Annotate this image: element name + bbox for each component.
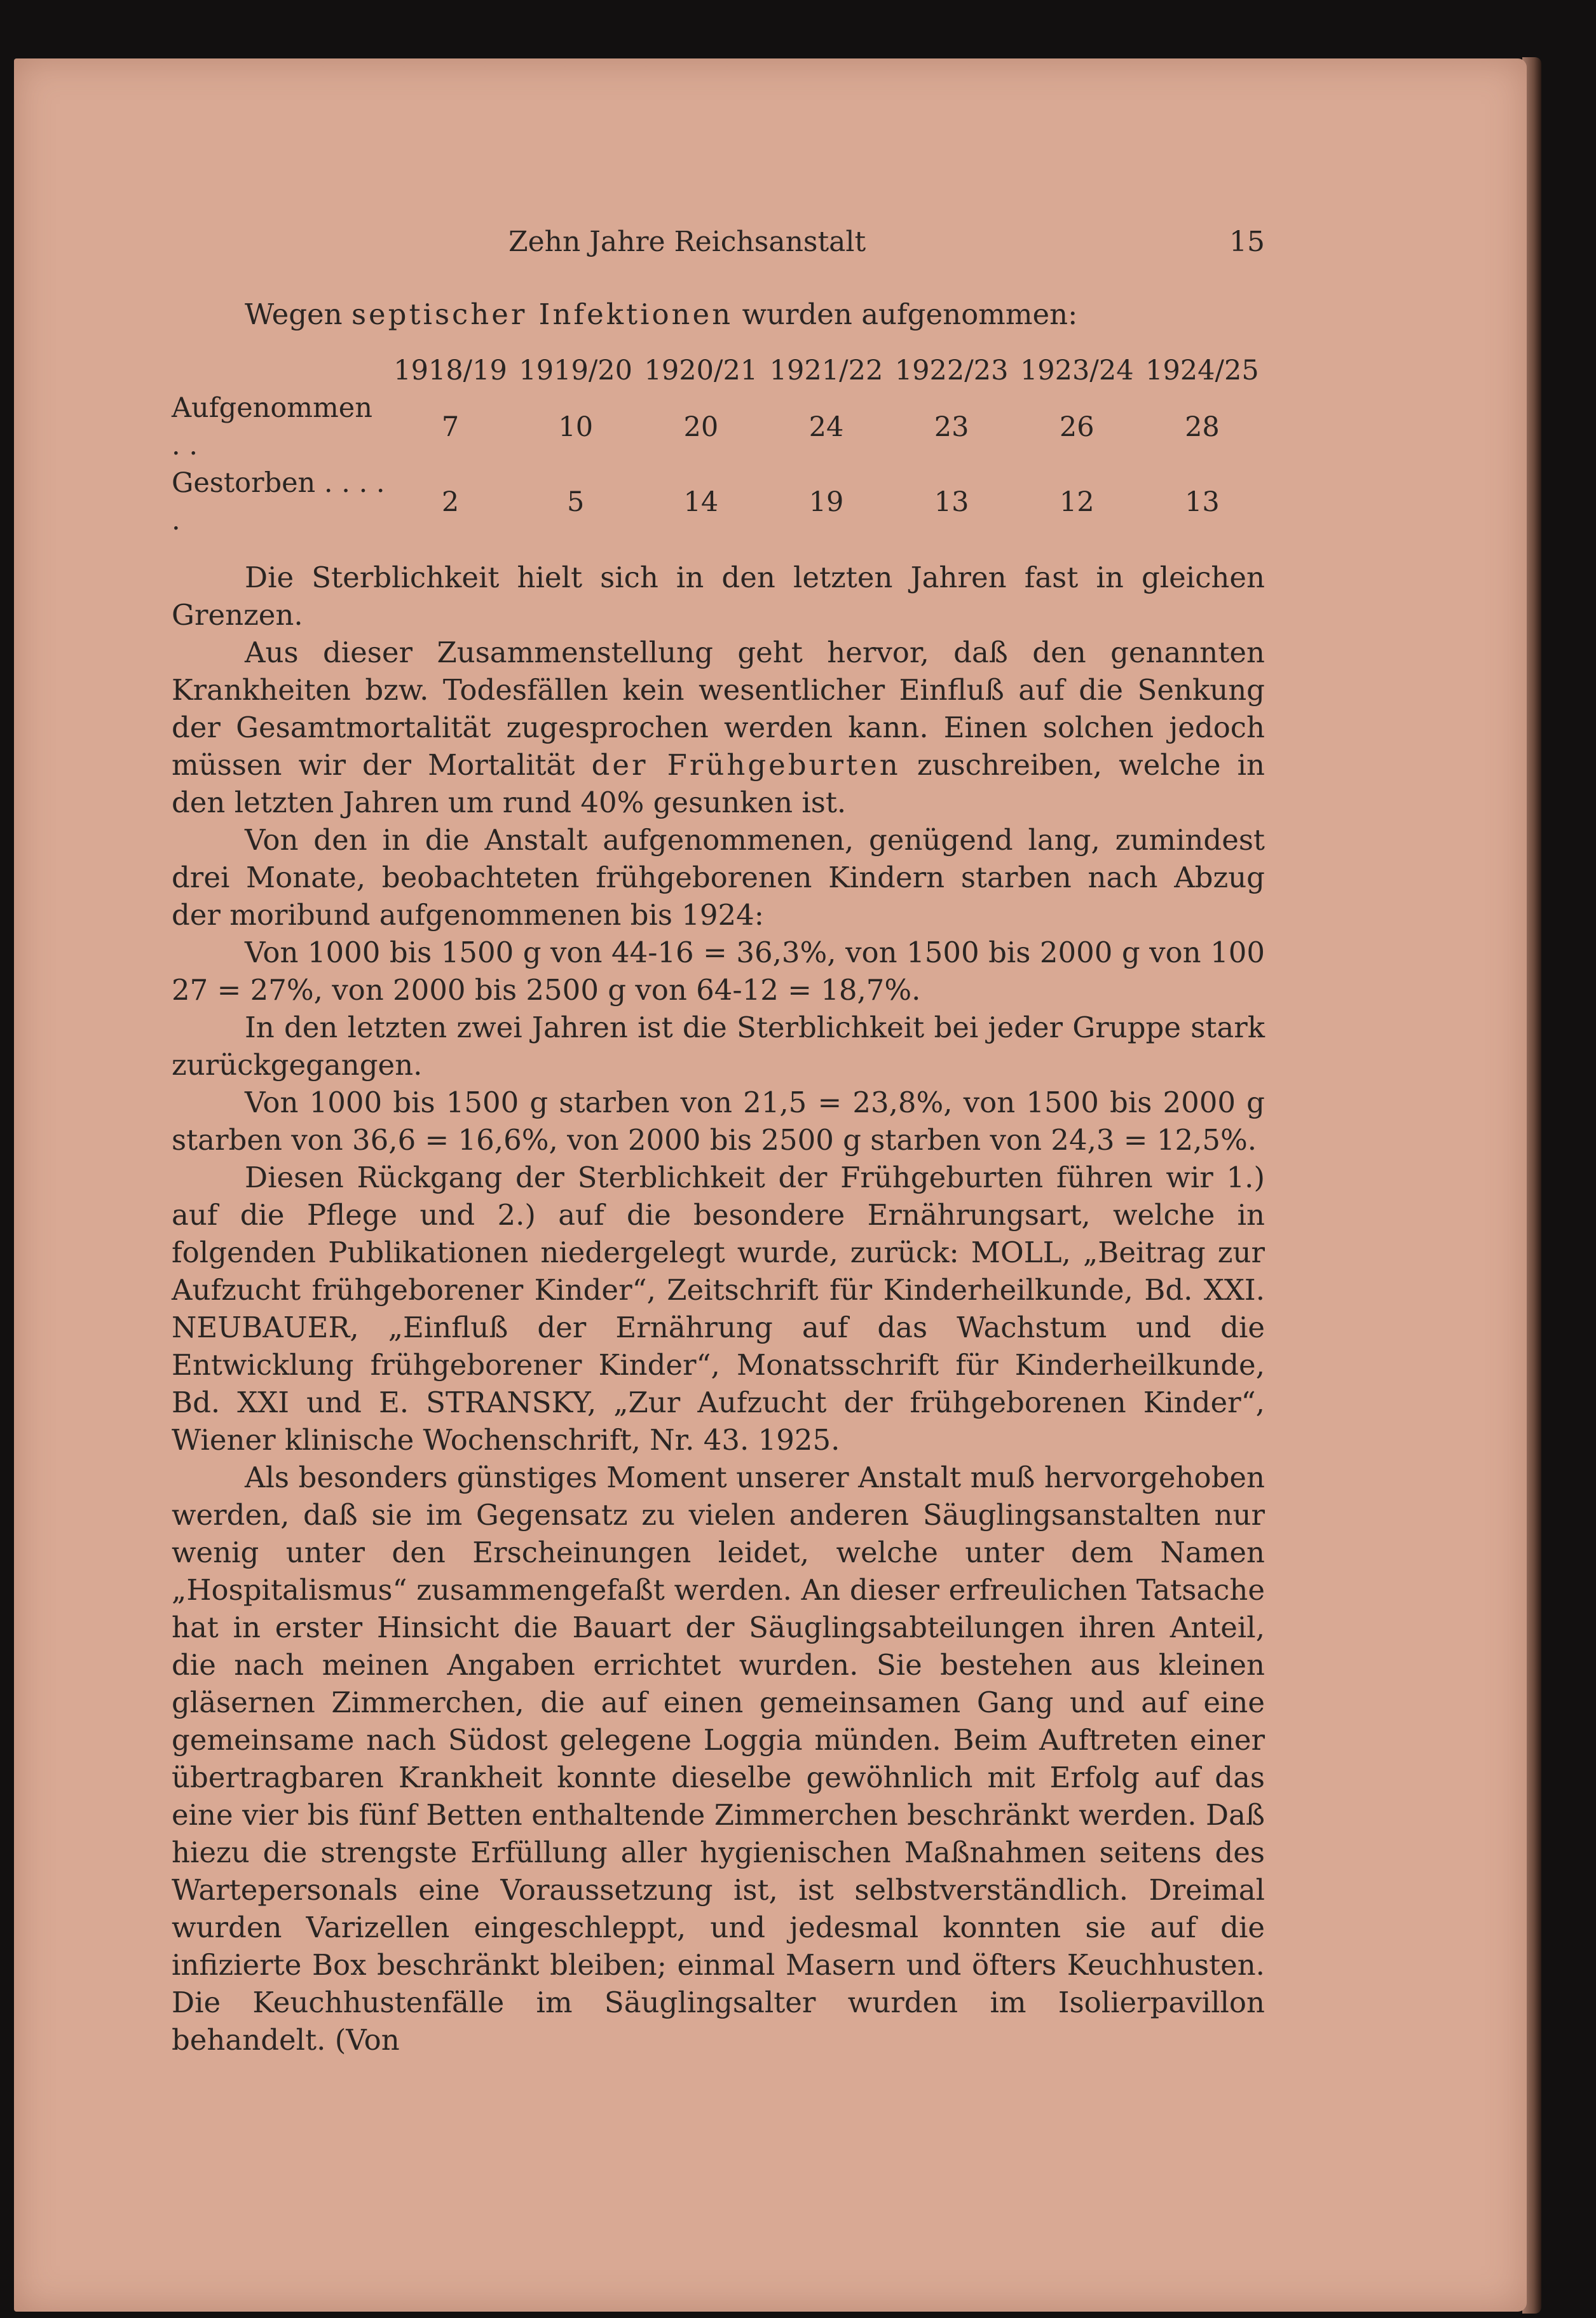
table-row <box>172 465 1265 540</box>
year-header: 1919/20 <box>519 355 633 386</box>
emphasis-spaced: der Frühgeburten <box>591 748 901 782</box>
table-cell: 23 <box>934 411 969 443</box>
year-header: 1920/21 <box>644 355 758 386</box>
paragraph: Aus dieser Zusammenstellung geht hervor, daß den genannten Krankheiten bzw. Todesfällen kein wesentlicher Einfluß auf die Senkung der Gesamtmortalität zugesprochen werden kann. Einen solchen jedoch müssen wir der Mortalität der Frühgeburten zuschreiben, welche in den letzten Jahren um rund 40% gesunken ist. <box>172 636 1265 819</box>
paragraph: Von den in die Anstalt aufgenommenen, genügend lang, zumindest drei Monate, beobachteten frühgeborenen Kindern starben nach Abzug der moribund aufgenommenen bis 1924: <box>172 823 1265 932</box>
paragraph: Von 1000 bis 1500 g starben von 21,5 = 23,8%, von 1500 bis 2000 g starben von 36,6 = 16,6%, von 2000 bis 2500 g starben von 24,3 = 12,5%. <box>172 1086 1265 1157</box>
paragraph: Diesen Rückgang der Sterblichkeit der Frühgeburten führen wir 1.) auf die Pflege und 2.) auf die besondere Ernährungsart, welche in folgenden Publikationen niedergelegt wurde, zurück: MOLL, „Beitrag zur Aufzucht frühgeborener Kinder“, Zeitschrift für Kinderheilkunde, Bd. XXI. NEUBAUER, „Einfluß der Ernährung auf das Wachstum und die Entwicklung frühgeborener Kinder“, Monatsschrift für Kinderheilkunde, Bd. XXI und E. STRANSKY, „Zur Aufzucht der frühgeborenen Kinder“, Wiener klinische Wochenschrift, Nr. 43. 1925. <box>172 1161 1265 1457</box>
paragraph: Die Sterblichkeit hielt sich in den letzten Jahren fast in gleichen Grenzen. <box>172 561 1265 632</box>
table-header-row <box>172 352 1265 390</box>
table-cell: 5 <box>567 486 585 518</box>
emphasis-spaced: septischer Infektionen <box>351 297 733 331</box>
year-header: 1922/23 <box>894 355 1009 386</box>
running-header <box>172 226 1265 258</box>
table-cell: 10 <box>558 411 594 443</box>
year-header: 1924/25 <box>1145 355 1259 386</box>
row-label: Gestorben . . . . . <box>172 467 385 536</box>
paragraph: In den letzten zwei Jahren ist die Sterblichkeit bei jeder Gruppe stark zurückgegangen. <box>172 1011 1265 1082</box>
table-cell: 24 <box>808 411 844 443</box>
year-header: 1918/19 <box>393 355 507 386</box>
table-row <box>172 390 1265 465</box>
paragraph: Als besonders günstiges Moment unserer Anstalt muß hervorgehoben werden, daß sie im Gegensatz zu vielen anderen Säuglingsanstalten nur wenig unter den Erscheinungen leidet, welche unter dem Namen „Hospitalismus“ zusammengefaßt werden. An dieser erfreulichen Tatsache hat in erster Hinsicht die Bauart der Säuglingsabteilungen ihren Anteil, die nach meinen Angaben errichtet wurden. Sie bestehen aus kleinen gläsernen Zimmerchen, die auf einen gemeinsamen Gang und auf eine gemeinsame nach Südost gelegene Loggia münden. Beim Auftreten einer übertragbaren Krankheit konnte dieselbe gewöhnlich mit Erfolg auf das eine vier bis fünf Betten enthaltende Zimmerchen beschränkt werden. Daß hiezu die strengste Erfüllung aller hygienischen Maßnahmen seitens des Wartepersonals eine Voraussetzung ist, ist selbstverständlich. Dreimal wurden Varizellen eingeschleppt, und jedesmal konnten sie auf die infizierte Box beschränkt bleiben; einmal Masern und öfters Keuchhusten. Die Keuchhustenfälle im Säuglingsalter wurden im Isolierpavillon behandelt. (Von <box>172 1461 1265 2057</box>
table-cell: 2 <box>441 486 460 518</box>
table-cell: 7 <box>441 411 460 443</box>
page-number: 15 <box>1229 226 1265 258</box>
paragraph: Von 1000 bis 1500 g von 44-16 = 36,3%, von 1500 bis 2000 g von 100 27 = 27%, von 2000 bis 2500 g von 64-12 = 18,7%. <box>172 936 1265 1007</box>
year-header: 1923/24 <box>1020 355 1134 386</box>
table-intro: Wegen septischer Infektionen wurden aufgenommen: <box>245 297 1078 331</box>
page-body <box>172 296 1265 2059</box>
table-cell: 20 <box>683 411 719 443</box>
table-cell: 19 <box>808 486 844 518</box>
year-header: 1921/22 <box>769 355 883 386</box>
table-cell: 12 <box>1059 486 1095 518</box>
table-cell: 26 <box>1059 411 1095 443</box>
running-title: Zehn Jahre Reichsanstalt <box>508 226 866 258</box>
table-cell: 13 <box>1185 486 1220 518</box>
infection-table <box>172 352 1265 540</box>
row-label: Aufgenommen . . <box>172 392 372 461</box>
table-cell: 28 <box>1185 411 1220 443</box>
table-cell: 13 <box>934 486 969 518</box>
table-cell: 14 <box>683 486 719 518</box>
